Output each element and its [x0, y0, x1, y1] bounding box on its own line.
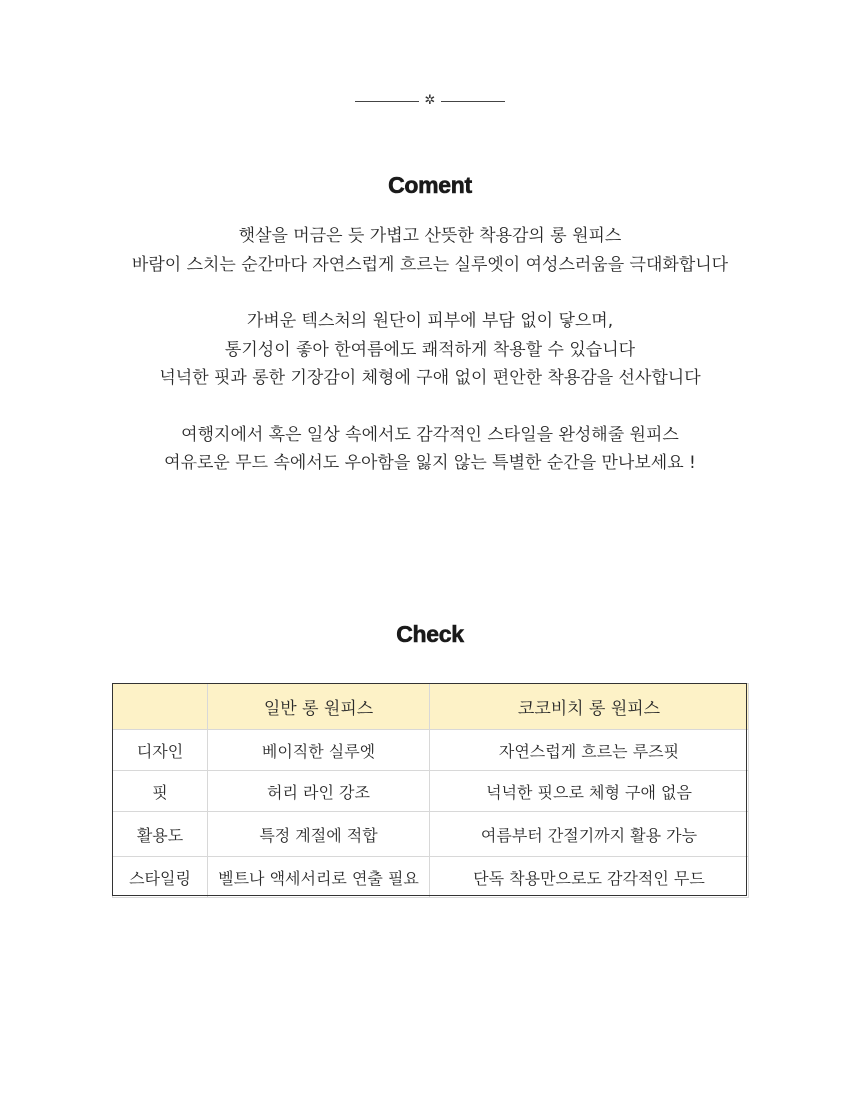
comment-line: 여유로운 무드 속에서도 우아함을 잃지 않는 특별한 순간을 만나보세요 !	[164, 453, 696, 473]
table-row	[113, 812, 749, 857]
cocobeach-value: 여름부터 간절기까지 활용 가능	[430, 812, 749, 857]
comment-body	[0, 222, 860, 506]
comment-title: Coment	[388, 172, 472, 198]
comment-paragraph	[0, 421, 860, 478]
comment-line: 넉넉한 핏과 롱한 기장감이 체형에 구애 없이 편안한 착용감을 선사합니다	[159, 368, 701, 388]
check-title: Check	[396, 621, 464, 647]
header-regular-dress: 일반 롱 원피스	[208, 684, 430, 730]
cocobeach-value: 단독 착용만으로도 감각적인 무드	[430, 857, 749, 898]
row-label: 핏	[113, 771, 208, 812]
divider-line-right	[441, 101, 505, 102]
comment-line: 햇살을 머금은 듯 가볍고 산뜻한 착용감의 롱 원피스	[238, 226, 622, 246]
row-label: 스타일링	[113, 857, 208, 898]
comment-line: 바람이 스치는 순간마다 자연스럽게 흐르는 실루엣이 여성스러움을 극대화합니다	[131, 254, 729, 275]
header-cocobeach-dress: 코코비치 롱 원피스	[430, 684, 749, 730]
row-label: 활용도	[113, 812, 208, 857]
regular-value: 베이직한 실루엣	[208, 730, 430, 771]
regular-value: 특정 계절에 적합	[208, 812, 430, 857]
row-label: 디자인	[113, 730, 208, 771]
table-header-row	[113, 684, 749, 730]
regular-value: 허리 라인 강조	[208, 771, 430, 812]
comment-line: 가벼운 텍스처의 원단이 피부에 부담 없이 닿으며,	[246, 311, 614, 331]
sparkle-icon: ✲	[424, 93, 436, 108]
section-divider	[0, 92, 860, 110]
cocobeach-value: 넉넉한 핏으로 체형 구애 없음	[430, 771, 749, 812]
header-empty-cell	[113, 684, 208, 730]
comment-line: 여행지에서 혹은 일상 속에서도 감각적인 스타일을 완성해줄 원피스	[181, 424, 679, 445]
comparison-table	[112, 683, 749, 898]
comment-paragraph	[0, 307, 860, 393]
divider-line-left	[355, 101, 419, 102]
comment-paragraph	[0, 222, 860, 279]
cocobeach-value: 자연스럽게 흐르는 루즈핏	[430, 730, 749, 771]
regular-value: 벨트나 액세서리로 연출 필요	[208, 857, 430, 898]
table-row	[113, 730, 749, 771]
table-row	[113, 771, 749, 812]
comment-line: 통기성이 좋아 한여름에도 쾌적하게 착용할 수 있습니다	[224, 339, 636, 360]
table-row	[113, 857, 749, 898]
